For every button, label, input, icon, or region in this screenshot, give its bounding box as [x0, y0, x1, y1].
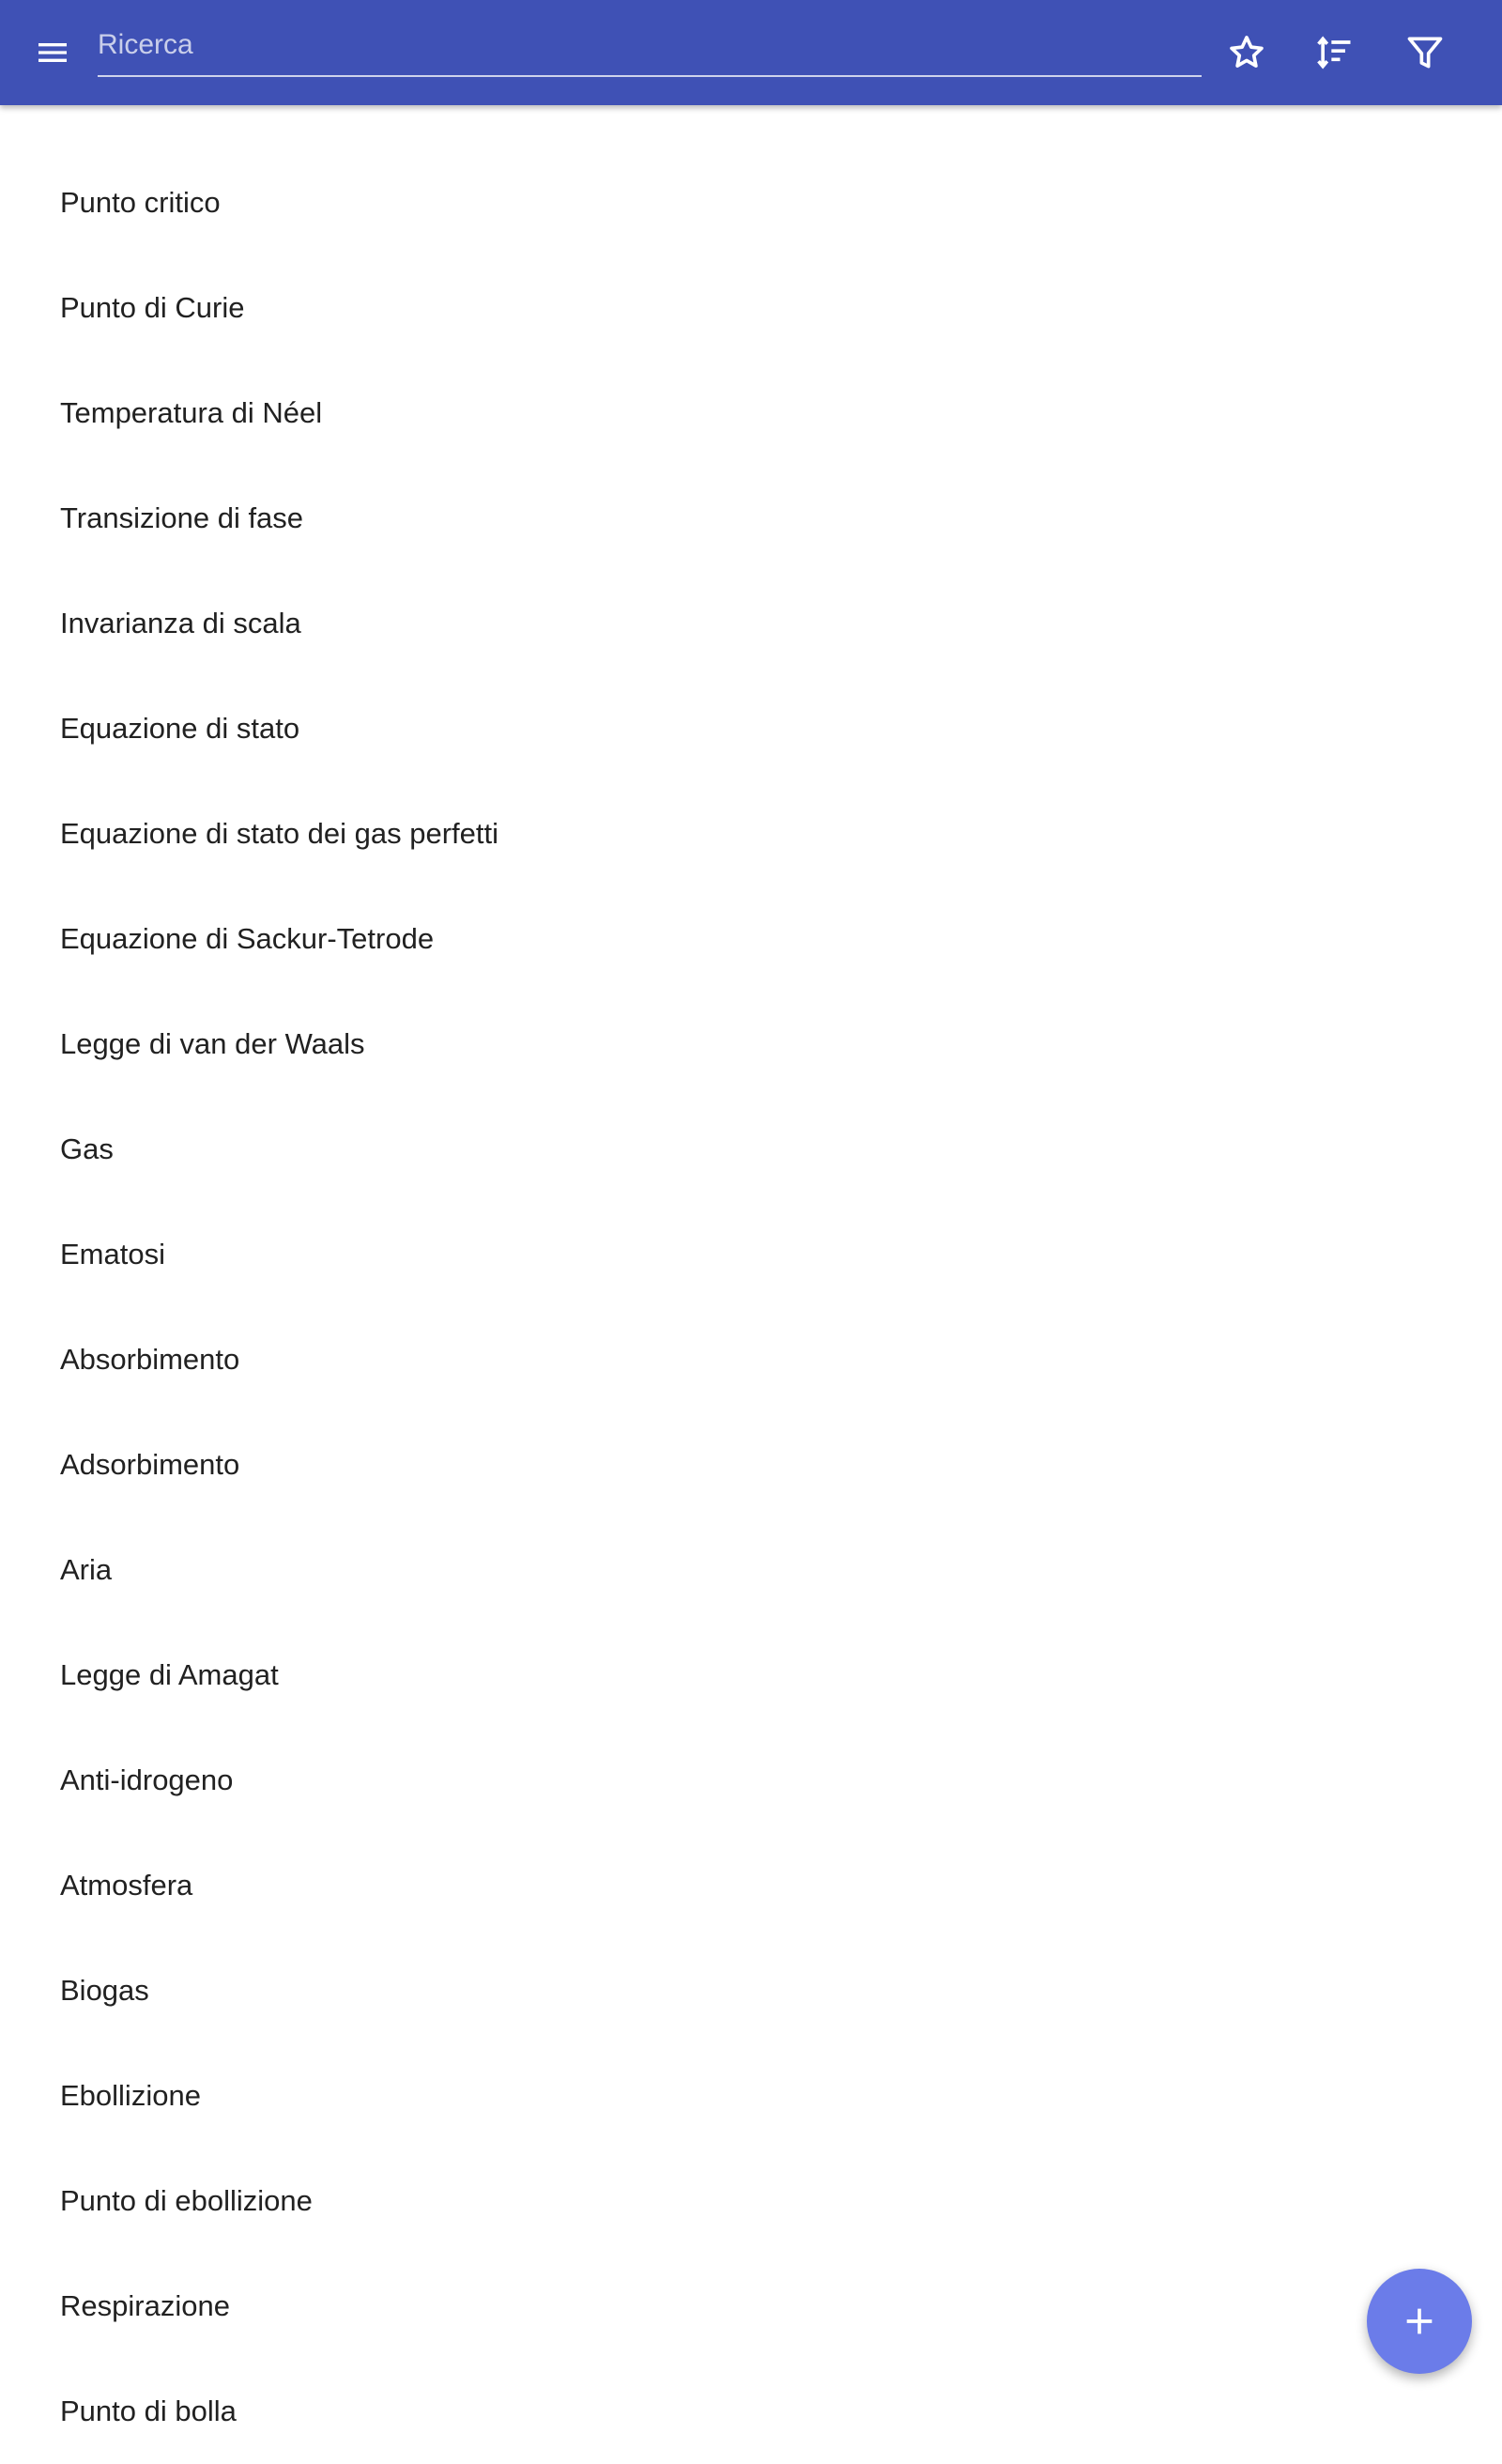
search-field	[98, 15, 1202, 77]
list-item[interactable]	[0, 1728, 1502, 1833]
menu-button[interactable]	[23, 26, 83, 79]
sort-icon	[1314, 32, 1356, 73]
hamburger-menu-icon	[34, 34, 71, 71]
list-item[interactable]	[0, 2043, 1502, 2148]
filter-icon	[1404, 32, 1446, 73]
list-item[interactable]	[0, 255, 1502, 361]
list-item-label: Invarianza di scala	[60, 607, 301, 639]
list-item-label: Aria	[60, 1553, 113, 1586]
list-item-label: Punto critico	[60, 186, 221, 219]
list-item[interactable]	[0, 1202, 1502, 1307]
star-outline-icon	[1226, 32, 1267, 73]
list-item-label: Equazione di Sackur-Tetrode	[60, 922, 435, 955]
list-item[interactable]	[0, 1097, 1502, 1202]
list-item-label: Punto di bolla	[60, 2395, 237, 2427]
favorites-button[interactable]	[1217, 23, 1277, 83]
list-item[interactable]	[0, 571, 1502, 676]
list-item-label: Biogas	[60, 1974, 149, 2007]
list-item-label: Punto di Curie	[60, 291, 245, 324]
list-item[interactable]	[0, 1623, 1502, 1728]
list-item[interactable]	[0, 2359, 1502, 2464]
list-item-label: Anti-idrogeno	[60, 1763, 234, 1796]
list-item[interactable]	[0, 1938, 1502, 2043]
list-item[interactable]	[0, 466, 1502, 571]
list-item-label: Ebollizione	[60, 2079, 201, 2112]
app-bar	[0, 0, 1502, 105]
list-item[interactable]	[0, 781, 1502, 886]
list-item-label: Gas	[60, 1132, 114, 1165]
list-item-label: Atmosfera	[60, 1869, 193, 1902]
list-item[interactable]	[0, 886, 1502, 992]
list-item-label: Respirazione	[60, 2289, 230, 2322]
list-item[interactable]	[0, 1307, 1502, 1412]
list-item[interactable]	[0, 1517, 1502, 1623]
list-item-label: Transizione di fase	[60, 501, 304, 534]
list-item-label: Legge di Amagat	[60, 1658, 279, 1691]
list-item[interactable]	[0, 361, 1502, 466]
sort-button[interactable]	[1305, 23, 1365, 83]
add-fab-button[interactable]	[1367, 2269, 1472, 2374]
list-item-label: Adsorbimento	[60, 1448, 240, 1481]
search-input[interactable]	[98, 23, 1202, 68]
list-item[interactable]	[0, 150, 1502, 255]
term-list	[0, 105, 1502, 2427]
list-item-label: Legge di van der Waals	[60, 1027, 365, 1060]
list-item[interactable]	[0, 1833, 1502, 1938]
list-item[interactable]	[0, 676, 1502, 781]
list-item[interactable]	[0, 2254, 1502, 2359]
list-item-label: Equazione di stato	[60, 712, 300, 745]
list-item-label: Punto di ebollizione	[60, 2184, 313, 2217]
list-item-label: Ematosi	[60, 1238, 165, 1270]
list-item[interactable]	[0, 2148, 1502, 2254]
list-item[interactable]	[0, 1412, 1502, 1517]
list-item[interactable]	[0, 992, 1502, 1097]
plus-icon	[1401, 2302, 1438, 2340]
list-item-label: Temperatura di Néel	[60, 396, 323, 429]
list-item-label: Absorbimento	[60, 1343, 240, 1376]
filter-button[interactable]	[1395, 23, 1455, 83]
list-item-label: Equazione di stato dei gas perfetti	[60, 817, 499, 850]
